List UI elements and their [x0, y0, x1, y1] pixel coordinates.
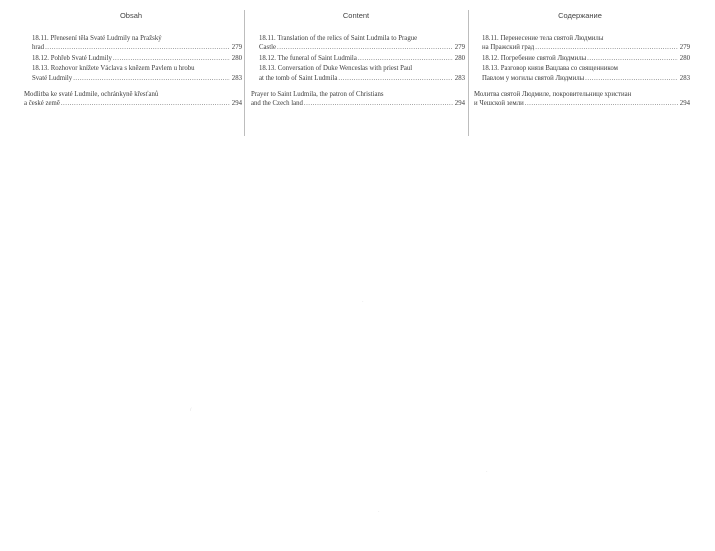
toc-entry-line: 18.11. Перенесение тела святой Людмилы	[482, 35, 604, 42]
page-number: 283	[231, 74, 242, 82]
toc-column-czech	[20, 10, 242, 138]
scan-speck: ·	[378, 510, 380, 515]
toc-entry[interactable]	[482, 64, 690, 83]
toc-entry[interactable]	[482, 54, 690, 63]
toc-entry-line: 18.11. Translation of the relics of Saint Ludmila to Prague	[259, 35, 418, 42]
scan-speck: ·	[486, 470, 488, 475]
toc-entry-last-line: Castle	[259, 44, 276, 52]
toc-entry-last-line: 18.12. Погребение святой Людмилы	[482, 54, 587, 62]
toc-entry-line: Prayer to Saint Ludmila, the patron of Christians	[251, 91, 384, 99]
dot-leader	[535, 43, 678, 52]
toc-entry-last-line: и Чешской земли	[474, 100, 524, 108]
toc-entry[interactable]	[32, 54, 242, 63]
dot-leader	[45, 43, 230, 52]
dot-leader	[585, 74, 678, 83]
toc-entry[interactable]	[32, 34, 242, 53]
toc-entry-last-line: at the tomb of Saint Ludmila	[259, 74, 338, 82]
page-number: 294	[454, 100, 465, 108]
page-number: 280	[454, 54, 465, 62]
toc-entry-last-line: hrad	[32, 44, 45, 52]
scan-speck: /	[190, 408, 192, 413]
column-divider	[244, 10, 245, 136]
dot-leader	[277, 43, 453, 52]
column-heading: Obsah	[119, 11, 143, 20]
dot-leader	[113, 54, 230, 63]
dot-leader	[525, 99, 678, 108]
toc-entry[interactable]	[259, 34, 465, 53]
toc-entry[interactable]	[474, 90, 690, 109]
page-number: 279	[679, 44, 690, 52]
page-number: 279	[231, 44, 242, 52]
dot-leader	[73, 74, 230, 83]
toc-entry[interactable]	[259, 54, 465, 63]
toc-entry-last-line: a české země	[24, 100, 60, 108]
toc-entry-last-line: 18.12. Pohřeb Svaté Ludmily	[32, 54, 112, 62]
toc-entry-last-line: 18.12. The funeral of Saint Ludmila	[259, 54, 357, 62]
dot-leader	[61, 99, 230, 108]
toc-entry-last-line: Svaté Ludmily	[32, 74, 73, 82]
dot-leader	[304, 99, 453, 108]
column-heading: Content	[342, 11, 370, 20]
column-divider	[468, 10, 469, 136]
toc-entry-last-line: and the Czech land	[251, 100, 303, 108]
toc-entry[interactable]	[251, 90, 465, 109]
page-number: 283	[454, 74, 465, 82]
page-number: 279	[454, 44, 465, 52]
page-number: 280	[231, 54, 242, 62]
page-number: 294	[679, 100, 690, 108]
toc-column-russian	[470, 10, 690, 138]
dot-leader	[587, 54, 678, 63]
toc-entry[interactable]	[259, 64, 465, 83]
column-heading: Содержание	[558, 11, 602, 20]
toc-entry[interactable]	[32, 64, 242, 83]
scan-speck: ·	[362, 300, 364, 305]
toc-entry-line: 18.13. Rozhovor knížete Václava s knězem Pavlem u hrobu	[32, 65, 195, 73]
toc-entry[interactable]	[24, 90, 242, 109]
toc-entry-line: 18.13. Conversation of Duke Wenceslas with priest Paul	[259, 65, 413, 73]
toc-entry[interactable]	[482, 34, 690, 53]
page-number: 283	[679, 74, 690, 82]
page-number: 294	[231, 100, 242, 108]
toc-entry-line: Молитва святой Людмиле, покровительнице христиан	[474, 91, 632, 99]
toc-entry-line: 18.11. Přenesení těla Svaté Ludmily na Pražský	[32, 35, 162, 42]
toc-column-english	[247, 10, 465, 138]
toc-entry-line: 18.13. Разговор князя Вацлава со священником	[482, 65, 618, 73]
dot-leader	[358, 54, 453, 63]
toc-entry-last-line: на Пражский град	[482, 44, 535, 52]
toc-entry-last-line: Павлом у могилы святой Людмилы	[482, 74, 585, 82]
dot-leader	[338, 74, 452, 83]
page-number: 280	[679, 54, 690, 62]
toc-entry-line: Modlitba ke svaté Ludmile, ochránkyně křesťanů	[24, 91, 159, 99]
